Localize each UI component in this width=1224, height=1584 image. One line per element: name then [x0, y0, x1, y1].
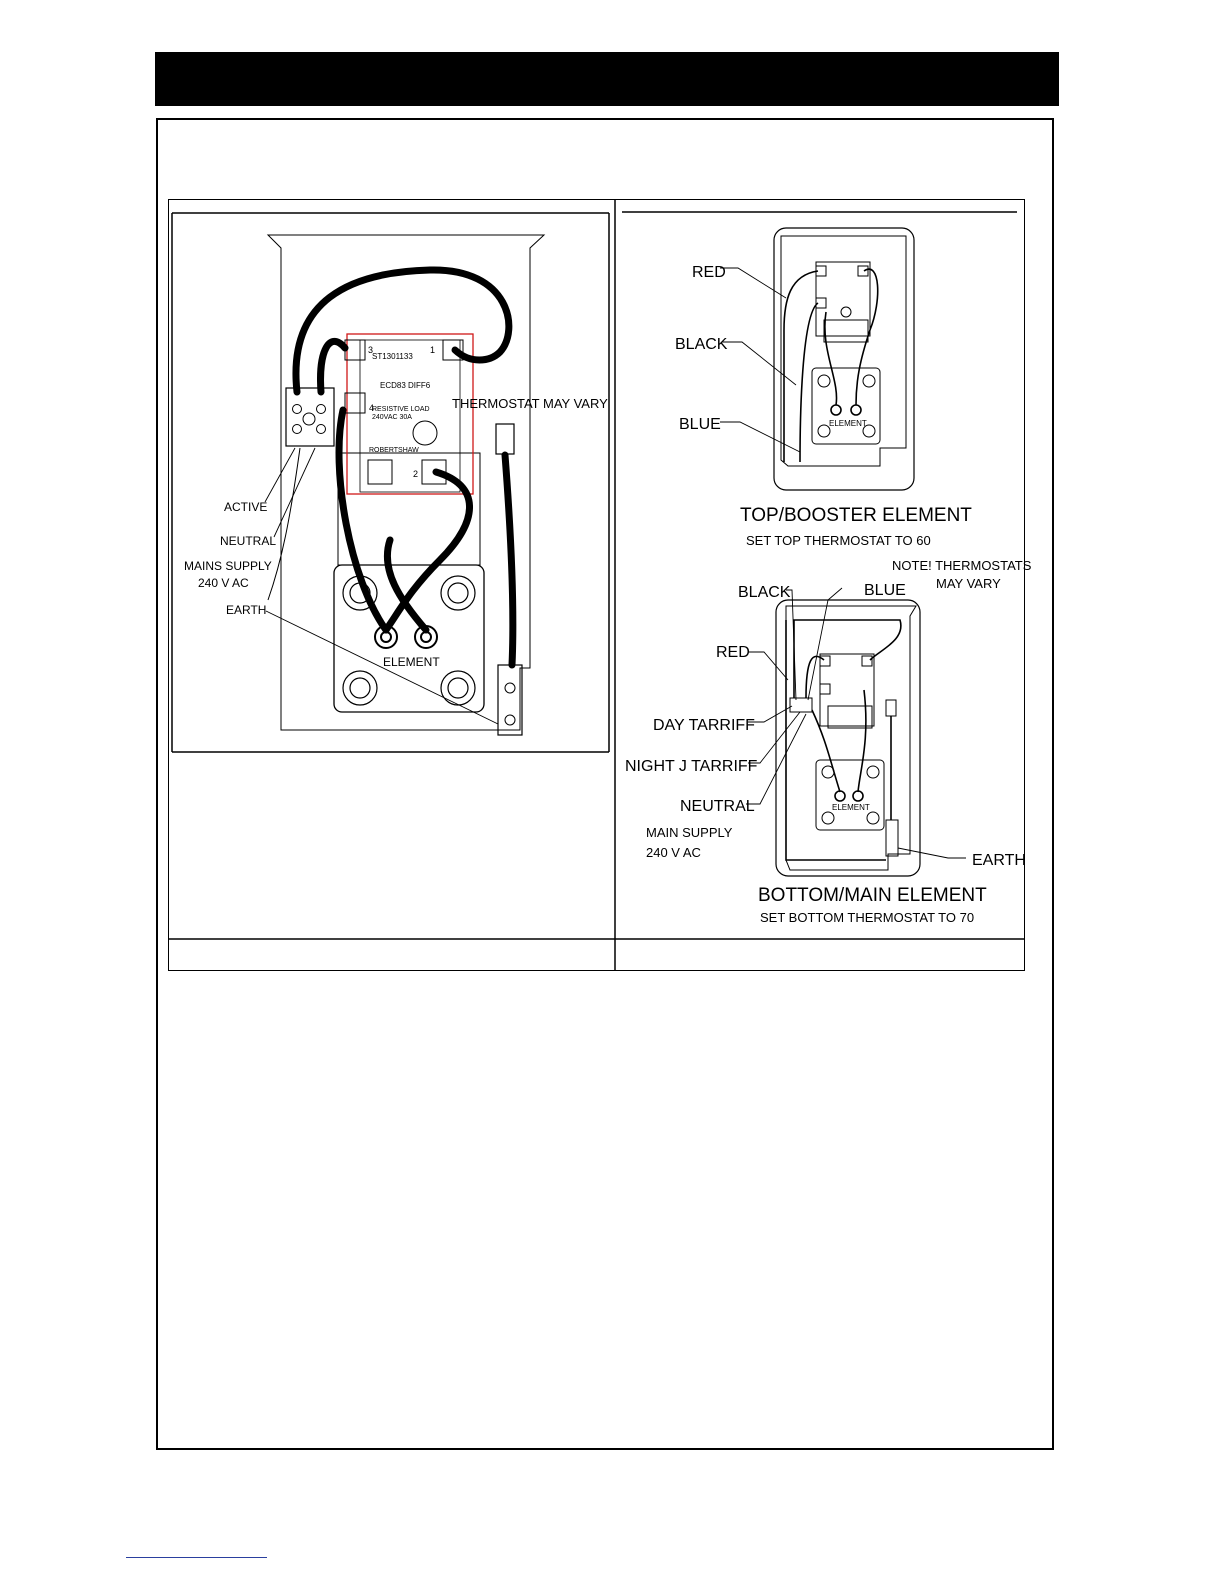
- thermostat-dial: [413, 421, 437, 445]
- terminal-1-label: 1: [430, 345, 436, 355]
- main-black-label: BLACK: [738, 584, 791, 601]
- booster-title: TOP/BOOSTER ELEMENT: [740, 505, 972, 526]
- active-label: ACTIVE: [224, 500, 268, 514]
- thermostat-note: THERMOSTAT MAY VARY: [452, 396, 608, 411]
- main-thermostat-screw: [820, 684, 830, 694]
- element-bracket: [338, 453, 480, 565]
- cable-lug: [496, 424, 514, 454]
- main-leaders: [746, 588, 966, 858]
- terminal-3-label: 3: [368, 345, 374, 355]
- main-bolts: [822, 766, 879, 824]
- top-booster-diagram: [675, 228, 972, 548]
- note-label-1: NOTE! THERMOSTATS: [892, 558, 1032, 573]
- terminal-4-label: 4: [369, 403, 375, 413]
- terminal-block-screw: [293, 425, 302, 434]
- bottom-main-diagram: [625, 558, 1032, 925]
- footer-link-underline: [126, 1557, 267, 1558]
- main-cable-lug: [886, 700, 896, 716]
- element-plate: [334, 565, 484, 712]
- booster-blue-label: BLUE: [679, 416, 721, 433]
- earth-label: EARTH: [226, 603, 267, 617]
- terminal-block-screw: [317, 425, 326, 434]
- main-neutral-label: NEUTRAL: [680, 798, 755, 815]
- thermostat-series: ECD83 DIFF6: [380, 381, 431, 390]
- booster-black-label: BLACK: [675, 336, 728, 353]
- booster-element-plate: [812, 368, 880, 444]
- terminal-block: [286, 388, 334, 446]
- main-earth-label: EARTH: [972, 852, 1026, 869]
- booster-element-label: ELEMENT: [829, 419, 867, 428]
- main-element-label: ELEMENT: [832, 803, 870, 812]
- main-title: BOTTOM/MAIN ELEMENT: [758, 885, 987, 906]
- thermostat-rating-1: RESISTIVE LOAD: [372, 406, 430, 413]
- main-earth-terminal: [886, 820, 898, 856]
- earth-screw: [505, 715, 515, 725]
- terminal-block-screw: [317, 405, 326, 414]
- booster-housing-outer: [774, 228, 914, 490]
- terminal-block-screw: [303, 413, 315, 425]
- terminal-block-screw: [293, 405, 302, 414]
- thermostat-screw-3: [345, 340, 365, 360]
- thermostat-screw-4: [345, 393, 365, 413]
- mains-voltage-label: 240 V AC: [198, 576, 249, 590]
- booster-red-label: RED: [692, 264, 726, 281]
- main-element-plate: [816, 760, 884, 830]
- day-tariff-label: DAY TARRIFF: [653, 717, 755, 734]
- booster-thermostat-screw: [858, 266, 868, 276]
- main-red-label: RED: [716, 644, 750, 661]
- note-label-2: MAY VARY: [936, 576, 1001, 591]
- booster-thermostat-dial: [841, 307, 851, 317]
- thermostat-brand: ROBERTSHAW: [369, 447, 419, 454]
- booster-thermostat-base: [824, 320, 868, 342]
- booster-setting: SET TOP THERMOSTAT TO 60: [746, 533, 931, 548]
- main-thermostat-screw: [862, 656, 872, 666]
- main-setting: SET BOTTOM THERMOSTAT TO 70: [760, 910, 975, 925]
- mains-supply-label: MAINS SUPPLY: [184, 559, 272, 573]
- neutral-label: NEUTRAL: [220, 534, 277, 548]
- main-supply-label: MAIN SUPPLY: [646, 825, 733, 840]
- element-label: ELEMENT: [383, 655, 440, 669]
- main-voltage-label: 240 V AC: [646, 845, 701, 860]
- terminal-2-label: 2: [413, 469, 419, 479]
- main-blue-label: BLUE: [864, 582, 906, 599]
- thermostat-model: ST1301133: [372, 352, 413, 361]
- single-element-diagram: [184, 235, 608, 735]
- thermostat-rating-2: 240VAC 30A: [372, 414, 412, 421]
- main-terminal-block: [790, 698, 812, 712]
- thermostat-reset: [368, 460, 392, 484]
- night-tariff-label: NIGHT J TARRIFF: [625, 758, 758, 775]
- earth-screw: [505, 683, 515, 693]
